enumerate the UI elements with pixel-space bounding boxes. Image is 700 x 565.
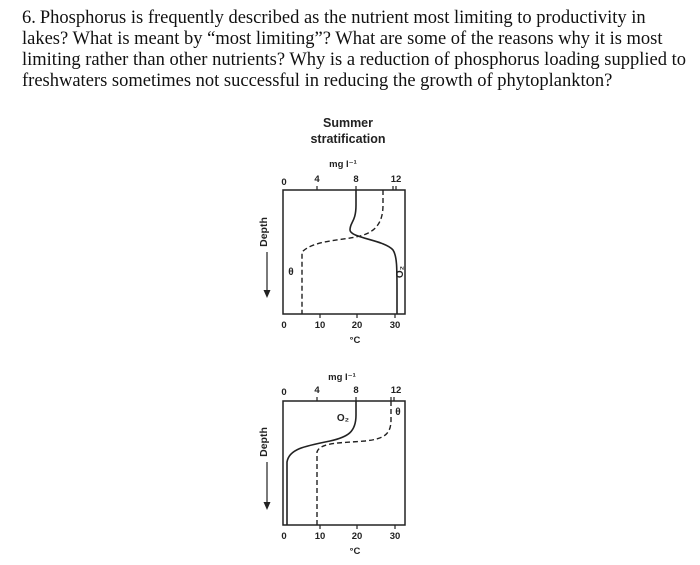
figure-title-line2: stratification <box>310 132 386 146</box>
panel-1-temperature-label: θ <box>288 267 294 278</box>
panel-2-oxygen-label: O₂ <box>336 413 350 424</box>
panel-2-temperature-label: θ <box>395 407 401 418</box>
panel-1-top-tick-12: 12 <box>390 174 402 185</box>
panel-2-top-tick-12: 12 <box>390 385 402 396</box>
panel-2-temperature-curve <box>317 401 391 525</box>
panel-2-top-tick-8: 8 <box>353 385 359 396</box>
panel-1-bottom-tick-0: 0 <box>281 320 287 331</box>
panel-1-top-tick-8: 8 <box>353 174 359 185</box>
panel-2-bottom-tick-0: 0 <box>281 531 287 542</box>
panel-1 <box>258 159 406 346</box>
panel-2-depth-label: Depth <box>258 427 270 457</box>
panel-1-bottom-tick-20: 20 <box>351 320 363 331</box>
panel-2-bottom-unit: °C <box>349 546 361 557</box>
panel-1-oxygen-curve <box>350 190 397 314</box>
panel-2-top-tick-4: 4 <box>314 385 320 396</box>
panel-1-bottom-tick-30: 30 <box>389 320 401 331</box>
panel-2 <box>258 372 405 557</box>
panel-2-bottom-tick-10: 10 <box>314 531 326 542</box>
panel-1-top-unit: mg l⁻¹ <box>329 159 357 170</box>
panel-2-top-unit: mg l⁻¹ <box>328 372 356 383</box>
panel-2-top-tick-0: 0 <box>281 387 287 398</box>
panel-2-depth-arrow-head <box>264 502 271 510</box>
question-number: 6. <box>22 8 36 28</box>
panel-2-bottom-tick-20: 20 <box>351 531 363 542</box>
panel-2-bottom-tick-30: 30 <box>389 531 401 542</box>
panel-1-depth-label: Depth <box>258 217 270 247</box>
panel-1-bottom-tick-10: 10 <box>314 320 326 331</box>
figure-title-line1: Summer <box>322 116 374 130</box>
question-body: Phosphorus is frequently described as the nutrient most limiting to productivity in lakes? What is meant by “most limiting”? What are some of the reasons why it is most limiting rather than other nutrients? Why is a reduction of phosphorus loading supplied to freshwaters sometimes not successful in reducing the growth of phytoplankton? <box>22 8 686 91</box>
panel-1-top-tick-4: 4 <box>314 174 320 185</box>
panel-1-oxygen-label: O₂ <box>395 265 406 279</box>
panel-1-temperature-curve <box>302 190 383 314</box>
panel-1-top-tick-0: 0 <box>281 177 287 188</box>
panel-1-bottom-unit: °C <box>349 335 361 346</box>
panel-1-depth-arrow-head <box>264 290 271 298</box>
